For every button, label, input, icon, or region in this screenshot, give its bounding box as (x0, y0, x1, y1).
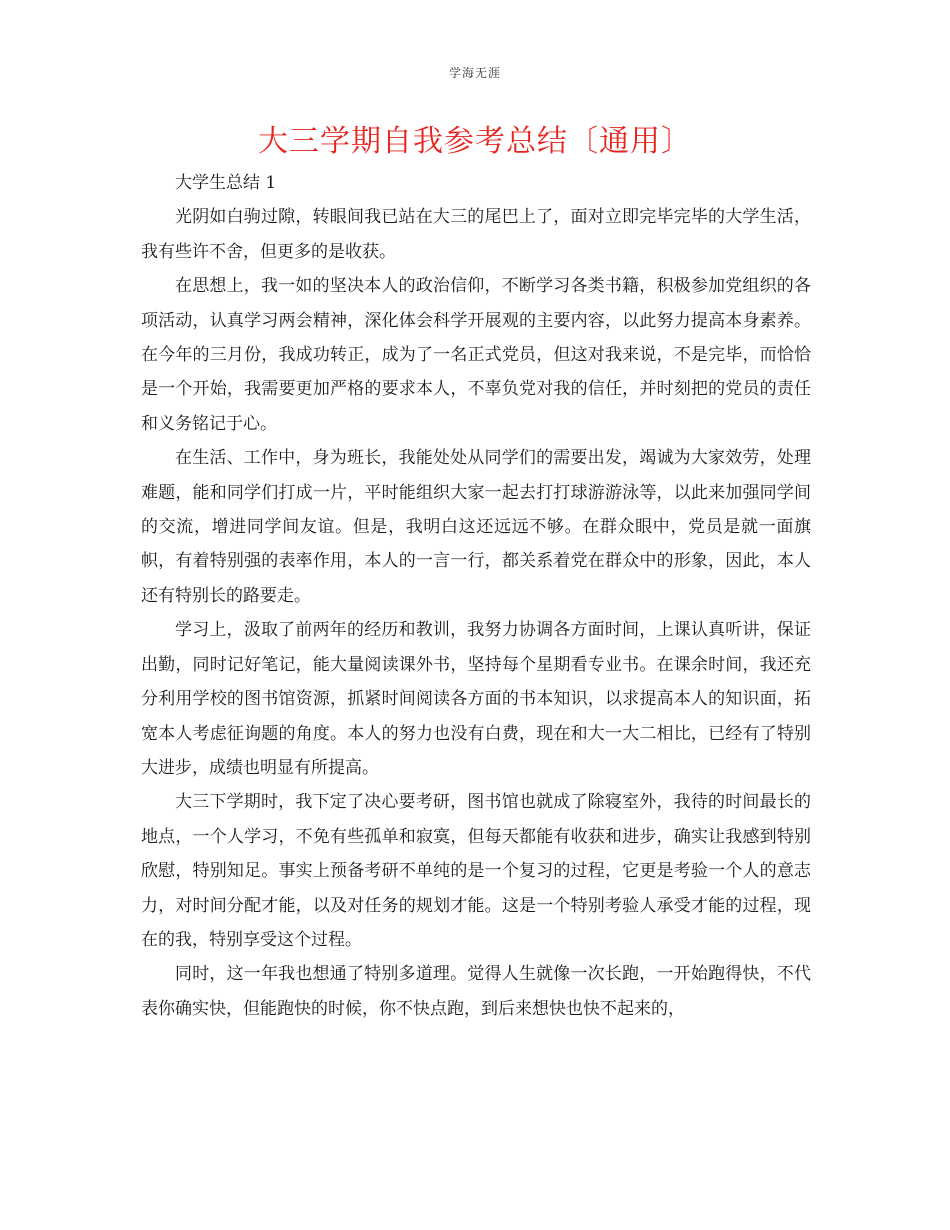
paragraph-ideology: 在思想上，我一如的坚决本人的政治信仰，不断学习各类书籍，积极参加党组织的各项活动，认真学习两会精神，深化体会科学开展观的主要内容，以此努力提高本身素养。在今年的三月份，我成功转正，成为了一名正式党员，但这对我来说，不是完毕，而恰恰是一个开始，我需要更加严格的要求本人，不辜负党对我的信任，并时刻把的党员的责任和义务铭记于心。 (141, 276, 811, 434)
section-heading: 大学生总结 1 (175, 173, 277, 193)
paragraph-exam-prep: 大三下学期时，我下定了决心要考研，图书馆也就成了除寝室外，我待的时间最长的地点，一个人学习，不免有些孤单和寂寞，但每天都能有收获和进步，确实让我感到特别欣慰，特别知足。事实上预备考研不单纯的是一个复习的过程，它更是考验一个人的意志力，对时间分配才能，以及对任务的规划才能。这是一个特别考验人承受才能的过程，现在的我，特别享受这个过程。 (141, 792, 811, 950)
paragraph-intro: 光阴如白驹过隙，转眼间我已站在大三的尾巴上了，面对立即完毕完毕的大学生活，我有些许不舍，但更多的是收获。 (141, 207, 811, 262)
paragraph-life-work: 在生活、工作中，身为班长，我能处处从同学们的需要出发，竭诚为大家效劳，处理难题，能和同学们打成一片，平时能组织大家一起去打打球游游泳等，以此来加强同学间的交流，增进同学间友谊。但是，我明白这还远远不够。在群众眼中，党员是就一面旗帜，有着特别强的表率作用，本人的一言一行，都关系着党在群众中的形象，因此，本人还有特别长的路要走。 (141, 448, 811, 606)
paragraph-reflection: 同时，这一年我也想通了特别多道理。觉得人生就像一次长跑，一开始跑得快，不代表你确实快，但能跑快的时候，你不快点跑，到后来想快也快不起来的， (141, 964, 811, 1019)
document-title: 大三学期自我参考总结〔通用〕 (258, 124, 692, 159)
document-body (141, 166, 811, 1026)
paragraph-study: 学习上，汲取了前两年的经历和教训，我努力协调各方面时间，上课认真听讲，保证出勤，同时记好笔记，能大量阅读课外书，坚持每个星期看专业书。在课余时间，我还充分利用学校的图书馆资源，抓紧时间阅读各方面的书本知识，以求提高本人的知识面，拓宽本人考虑征询题的角度。本人的努力也没有白费，现在和大一大二相比，已经有了特别大进步，成绩也明显有所提高。 (141, 620, 811, 778)
page-header: 学海无涯 (448, 66, 501, 80)
